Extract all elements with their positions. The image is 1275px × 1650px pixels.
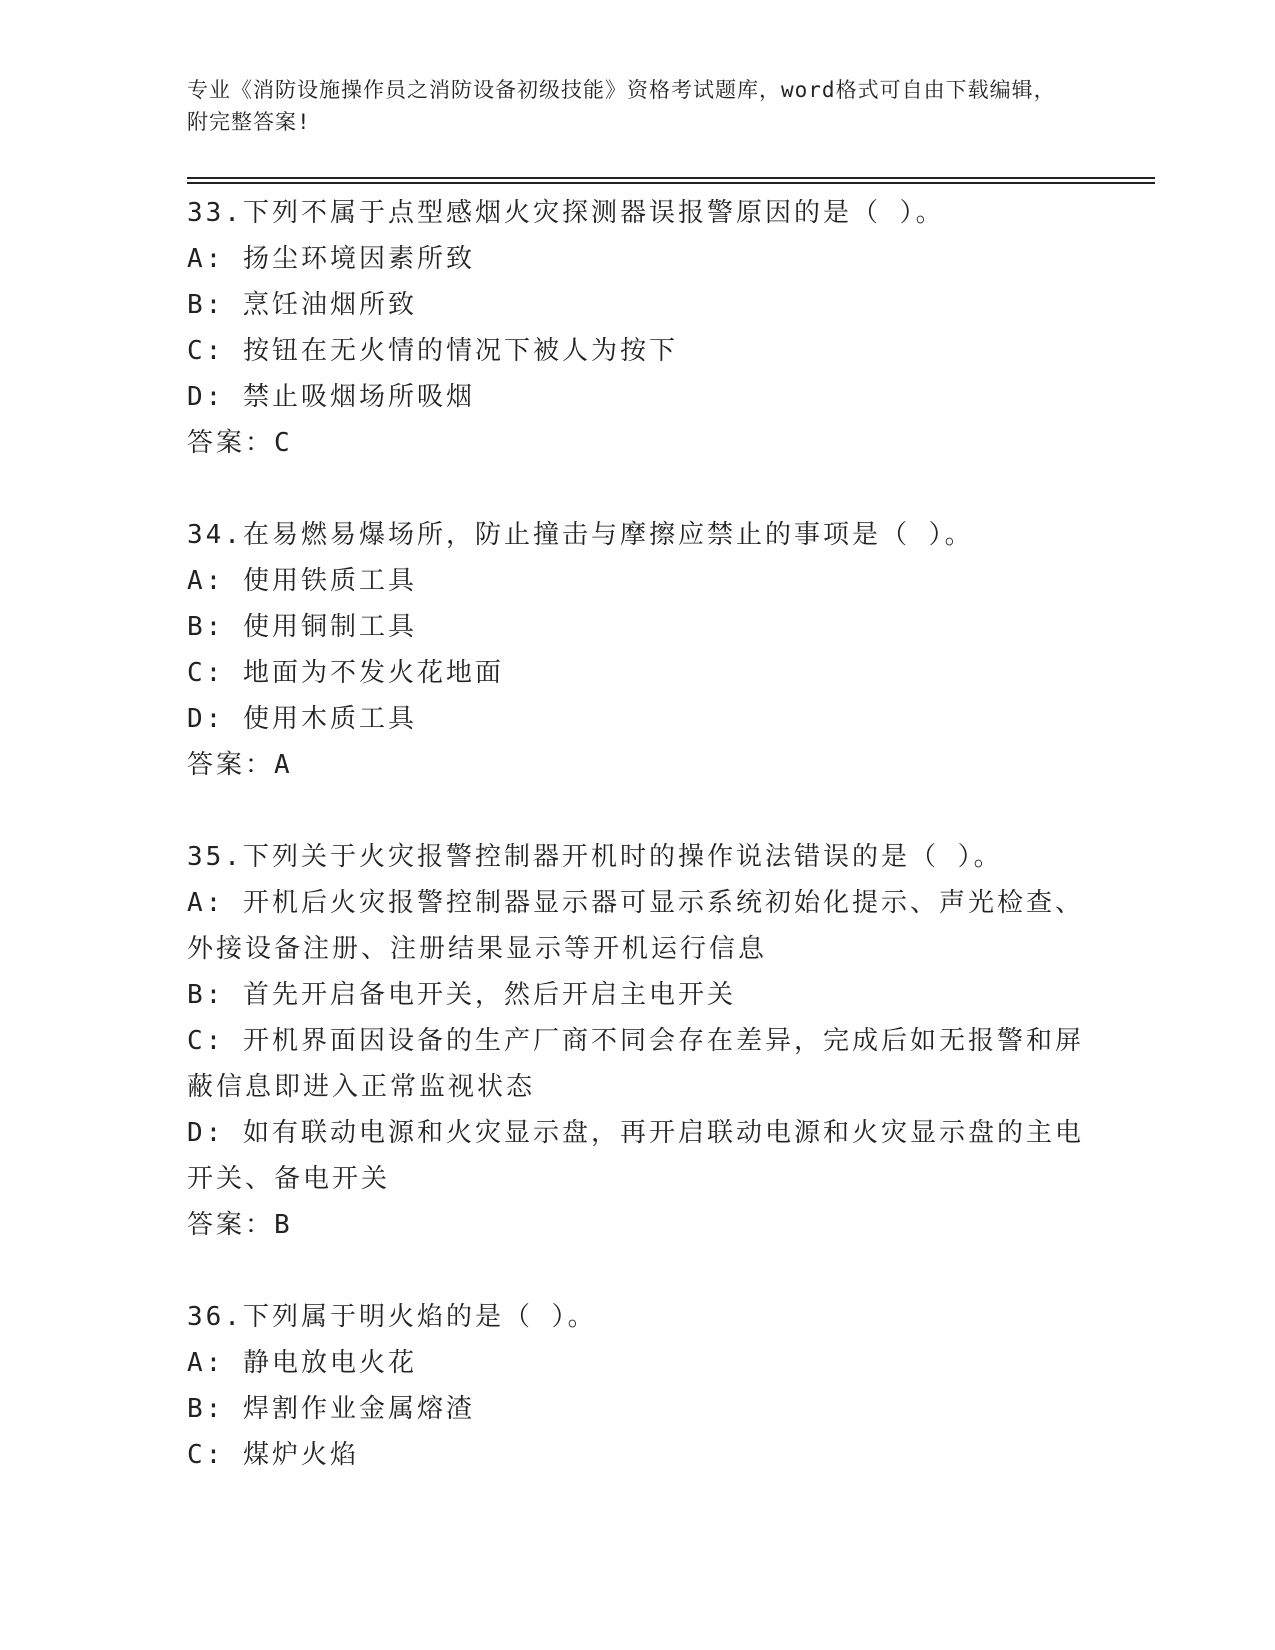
question-stem: 35.下列关于火灾报警控制器开机时的操作说法错误的是（ ）。 xyxy=(187,842,1003,872)
option-a: A: 开机后火灾报警控制器显示器可显示系统初始化提示、声光检查、外接设备注册、注册结果显示等开机运行信息 xyxy=(187,888,1084,964)
option-b: B: 焊割作业金属熔渣 xyxy=(187,1394,475,1424)
header-divider-bottom xyxy=(187,182,1155,184)
question-36 xyxy=(187,1294,1087,1478)
option-c: C: 地面为不发火花地面 xyxy=(187,658,504,688)
question-33 xyxy=(187,190,1087,466)
question-list xyxy=(187,190,1087,1524)
document-header: 专业《消防设施操作员之消防设备初级技能》资格考试题库，word格式可自由下载编辑，附完整答案! xyxy=(187,78,1056,134)
option-a: A: 扬尘环境因素所致 xyxy=(187,244,475,274)
option-c: C: 煤炉火焰 xyxy=(187,1440,359,1470)
option-a: A: 静电放电火花 xyxy=(187,1348,417,1378)
answer: 答案：A xyxy=(187,750,293,780)
option-a: A: 使用铁质工具 xyxy=(187,566,417,596)
question-stem: 34.在易燃易爆场所，防止撞击与摩擦应禁止的事项是（ ）。 xyxy=(187,520,974,550)
option-b: B: 使用铜制工具 xyxy=(187,612,417,642)
option-c: C: 按钮在无火情的情况下被人为按下 xyxy=(187,336,678,366)
answer: 答案：C xyxy=(187,428,293,458)
question-35 xyxy=(187,834,1087,1248)
question-stem: 33.下列不属于点型感烟火灾探测器误报警原因的是（ ）。 xyxy=(187,198,945,228)
option-b: B: 首先开启备电开关，然后开启主电开关 xyxy=(187,980,736,1010)
question-34 xyxy=(187,512,1087,788)
question-stem: 36.下列属于明火焰的是（ ）。 xyxy=(187,1302,597,1332)
header-divider-top xyxy=(187,177,1155,179)
option-d: D: 禁止吸烟场所吸烟 xyxy=(187,382,475,412)
option-b: B: 烹饪油烟所致 xyxy=(187,290,417,320)
answer: 答案：B xyxy=(187,1210,293,1240)
option-d: D: 使用木质工具 xyxy=(187,704,417,734)
option-c: C: 开机界面因设备的生产厂商不同会存在差异，完成后如无报警和屏蔽信息即进入正常监视状态 xyxy=(187,1026,1084,1102)
option-d: D: 如有联动电源和火灾显示盘，再开启联动电源和火灾显示盘的主电开关、备电开关 xyxy=(187,1118,1084,1194)
